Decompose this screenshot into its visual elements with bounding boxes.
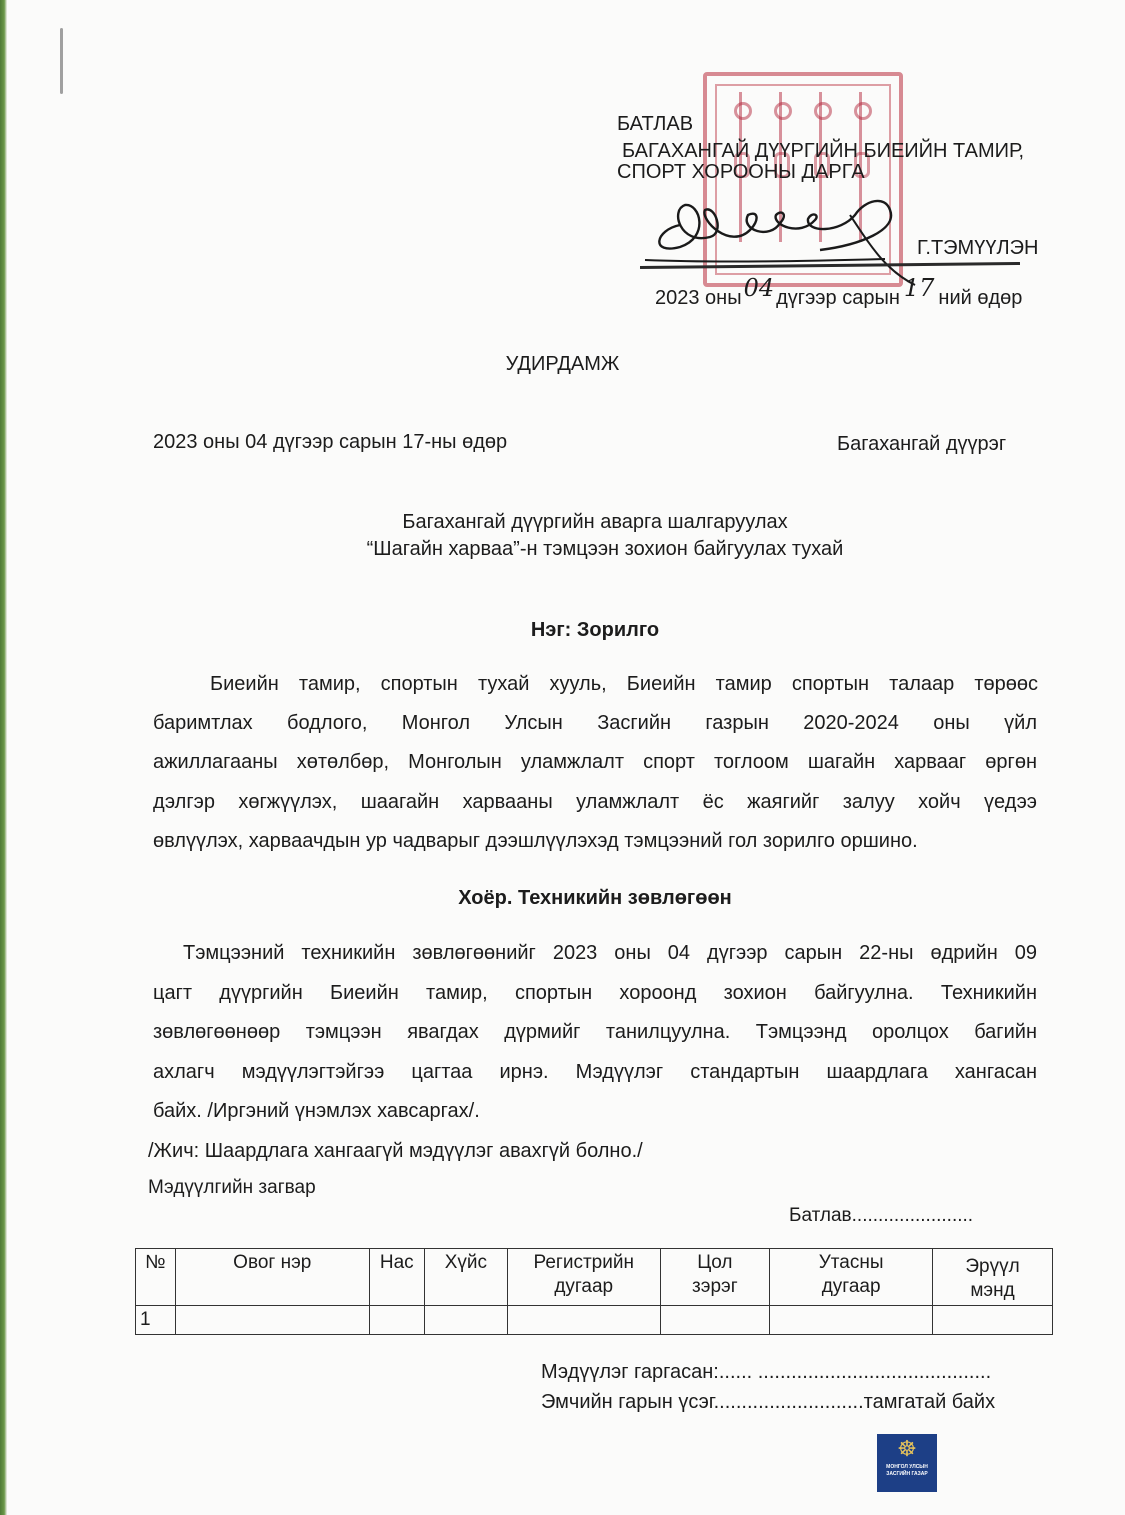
- emblem-line2: ЗАСГИЙН ГАЗАР: [886, 1471, 928, 1477]
- table-cell: [369, 1306, 424, 1335]
- table-header: Цол зэрэг: [660, 1249, 770, 1306]
- doc-type: УДИРДАМЖ: [505, 353, 620, 375]
- table-cell: [175, 1306, 369, 1335]
- approve-date-mid: дүгээр сарын: [776, 287, 900, 309]
- table-header: №: [136, 1249, 176, 1306]
- table-header: Хүйс: [424, 1249, 507, 1306]
- signer-name: Г.ТЭМҮҮЛЭН: [917, 237, 1039, 259]
- section2-line: цагт дүүргийн Биеийн тамир, спортын хороонд зохион байгуулна. Техникийн: [153, 982, 1037, 1004]
- approve-date-suffix: ний өдөр: [938, 287, 1023, 309]
- form-approve: Батлав.......................: [789, 1205, 974, 1226]
- table-header: Утасны дугаар: [770, 1249, 933, 1306]
- table-cell: [424, 1306, 507, 1335]
- approve-date-day: 17: [903, 274, 935, 302]
- section2-note: /Жич: Шаардлага хангаагүй мэдүүлэг авахгүй болно./: [148, 1140, 643, 1162]
- table-header: Эрүүл мэнд: [933, 1249, 1053, 1306]
- section1-line: Биеийн тамир, спортын тухай хууль, Биеийн тамир спортын талаар төрөөс: [210, 673, 1038, 695]
- approve-date: [655, 274, 1023, 310]
- approve-label: БАТЛАВ: [617, 113, 694, 135]
- table-cell: [933, 1306, 1053, 1335]
- government-emblem: [877, 1434, 937, 1492]
- section1-line: баримтлах бодлого, Монгол Улсын Засгийн газрын 2020-2024 оны үйл: [153, 712, 1037, 734]
- approve-date-month: 04: [743, 274, 775, 302]
- table-header: Нас: [369, 1249, 424, 1306]
- table-header: Овог нэр: [175, 1249, 369, 1306]
- approve-position-line2: СПОРТ ХОРООНЫ ДАРГА: [617, 161, 865, 183]
- approve-date-prefix: 2023 оны: [655, 287, 742, 309]
- table-cell: [507, 1306, 660, 1335]
- form-label: Мэдүүлгийн загвар: [148, 1177, 316, 1198]
- section1-line: ажиллагааны хөтөлбөр, Монголын уламжлалт спорт тоглоом шагайн харвааг өргөн: [153, 751, 1037, 773]
- doc-date: 2023 оны 04 дүгээр сарын 17-ны өдөр: [153, 431, 508, 453]
- table-row: [136, 1306, 1053, 1335]
- scan-mark: [60, 28, 63, 94]
- section2-line: байх. /Иргэний үнэмлэх хавсаргах/.: [153, 1100, 480, 1122]
- table-cell: [660, 1306, 770, 1335]
- signature-image: [640, 175, 930, 295]
- section2-line: зөвлөгөөнөөр тэмцээн явагдах дүрмийг танилцуулна. Тэмцээнд оролцох багийн: [153, 1021, 1037, 1043]
- section2-line: Тэмцээний техникийн зөвлөгөөнийг 2023 оны 04 дүгээр сарын 22-ны өдрийн 09: [183, 942, 1037, 964]
- subject-line2: “Шагайн харваа”-н тэмцээн зохион байгуулах тухай: [366, 538, 844, 560]
- footer-submitted: Мэдүүлэг гаргасан:...... ..........................................: [541, 1361, 992, 1383]
- page-edge: [0, 0, 7, 1515]
- emblem-line1: МОНГОЛ УЛСЫН: [886, 1464, 928, 1470]
- section1-line: дэлгэр хөгжүүлэх, шаагайн харвааны уламжлалт ёс жаягийг залуу хойч үедээ: [153, 791, 1037, 813]
- section2-heading: Хоёр. Техникийн зөвлөгөөн: [458, 887, 732, 909]
- table-cell: [770, 1306, 933, 1335]
- section1-line: өвлүүлэх, харваачдын ур чадварыг дээшлүүлэхэд тэмцээний гол зорилго оршино.: [153, 830, 918, 852]
- soyombo-icon: ☸: [897, 1436, 917, 1461]
- application-form-table: [135, 1248, 1053, 1335]
- section2-line: ахлагч мэдүүлэгтэйгээ цагтаа ирнэ. Мэдүүлэг стандартын шаардлага хангасан: [153, 1061, 1037, 1083]
- subject-line1: Багахангай дүүргийн аварга шалгаруулах: [402, 511, 788, 533]
- table-cell: 1: [136, 1306, 176, 1335]
- doc-place: Багахангай дүүрэг: [837, 433, 1007, 455]
- section1-heading: Нэг: Зорилго: [530, 619, 660, 641]
- table-header: Регистрийн дугаар: [507, 1249, 660, 1306]
- table-header-row: [136, 1249, 1053, 1306]
- footer-doctor-signature: Эмчийн гарын үсэг...........................тамгатай байх: [541, 1391, 996, 1413]
- approve-position-line1: БАГАХАНГАЙ ДҮҮРГИЙН БИЕИЙН ТАМИР,: [622, 140, 1025, 162]
